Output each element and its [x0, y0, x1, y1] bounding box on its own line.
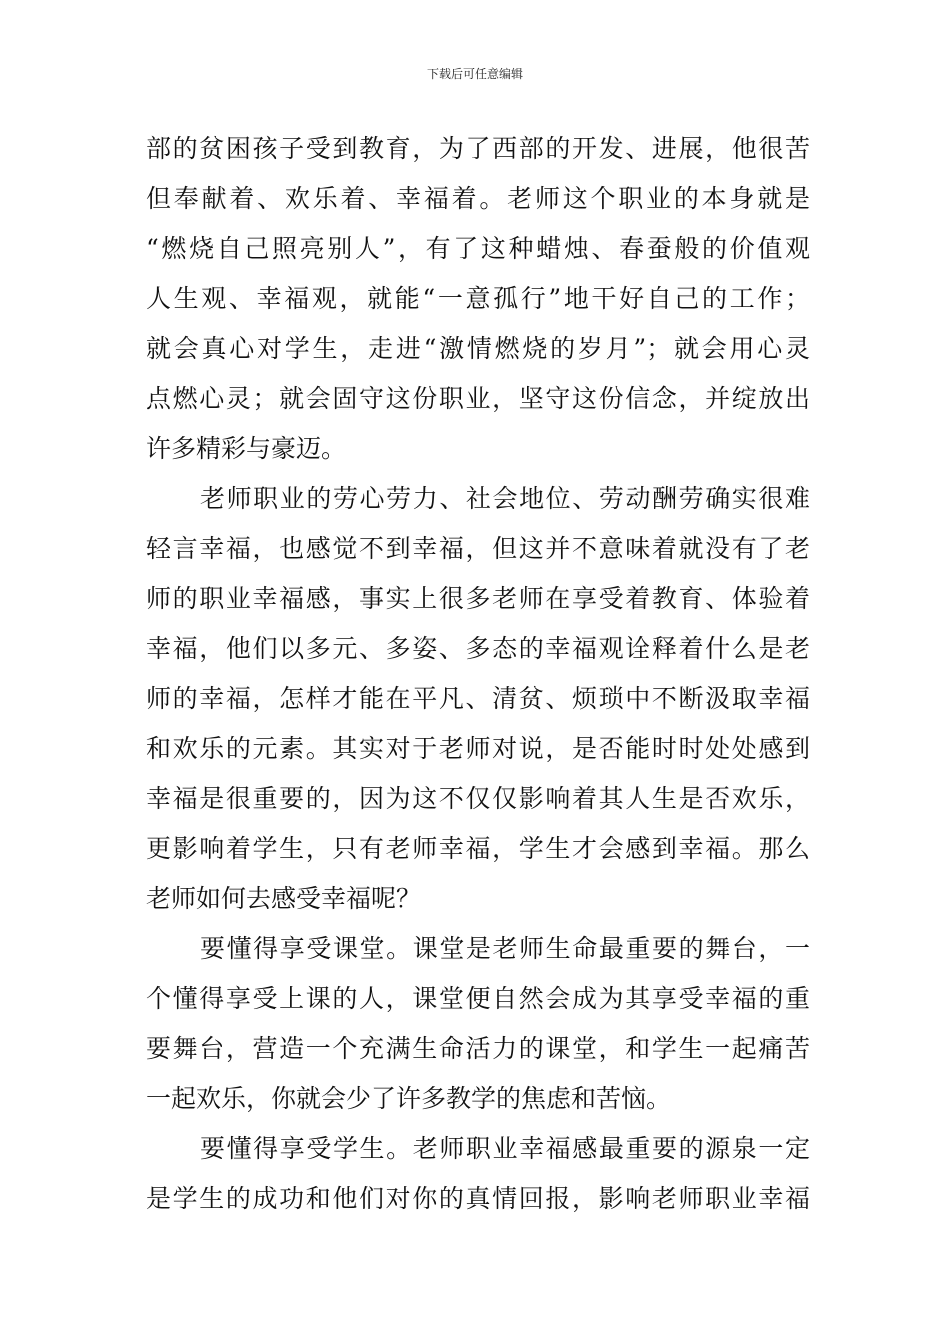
text-line: 和欢乐的元素。其实对于老师对说，是否能时时处处感到 [146, 734, 810, 763]
text-line: 一起欢乐，你就会少了许多教学的焦虑和苦恼。 [146, 1084, 672, 1113]
text-line: 师的职业幸福感，事实上很多老师在享受着教育、体验着 [146, 584, 810, 613]
text-line: 老师职业的劳心劳力、社会地位、劳动酬劳确实很难 [200, 484, 810, 513]
text-line: 个懂得享受上课的人，课堂便自然会成为其享受幸福的重 [146, 984, 810, 1013]
page-header: 下载后可任意编辑 [426, 67, 523, 81]
text-line: 幸福是很重要的，因为这不仅仅影响着其人生是否欢乐， [146, 784, 810, 813]
text-line: 更影响着学生，只有老师幸福，学生才会感到幸福。那么 [146, 834, 810, 863]
text-line: 要懂得享受学生。老师职业幸福感最重要的源泉一定 [200, 1134, 810, 1163]
text-line: 人生观、幸福观，就能“一意孤行”地干好自己的工作； [146, 284, 810, 313]
text-line: 点燃心灵；就会固守这份职业，坚守这份信念，并绽放出 [146, 384, 810, 413]
text-line: 许多精彩与豪迈。 [146, 434, 347, 463]
body-text [146, 124, 810, 1224]
text-line: 是学生的成功和他们对你的真情回报，影响老师职业幸福 [146, 1184, 810, 1213]
text-line: 就会真心对学生，走进“激情燃烧的岁月”；就会用心灵 [146, 334, 810, 363]
text-line: 要舞台，营造一个充满生命活力的课堂，和学生一起痛苦 [146, 1034, 810, 1063]
text-line: 要懂得享受课堂。课堂是老师生命最重要的舞台，一 [200, 934, 810, 963]
text-line: 但奉献着、欢乐着、幸福着。老师这个职业的本身就是 [146, 184, 810, 213]
text-line: 部的贫困孩子受到教育，为了西部的开发、进展，他很苦 [146, 134, 810, 163]
text-line: 轻言幸福，也感觉不到幸福，但这并不意味着就没有了老 [146, 534, 810, 563]
text-line: “燃烧自己照亮别人”，有了这种蜡烛、春蚕般的价值观 [146, 234, 810, 263]
text-line: 幸福，他们以多元、多姿、多态的幸福观诠释着什么是老 [146, 634, 810, 663]
text-line: 师的幸福，怎样才能在平凡、清贫、烦琐中不断汲取幸福 [146, 684, 810, 713]
text-line: 老师如何去感受幸福呢？ [146, 884, 422, 913]
